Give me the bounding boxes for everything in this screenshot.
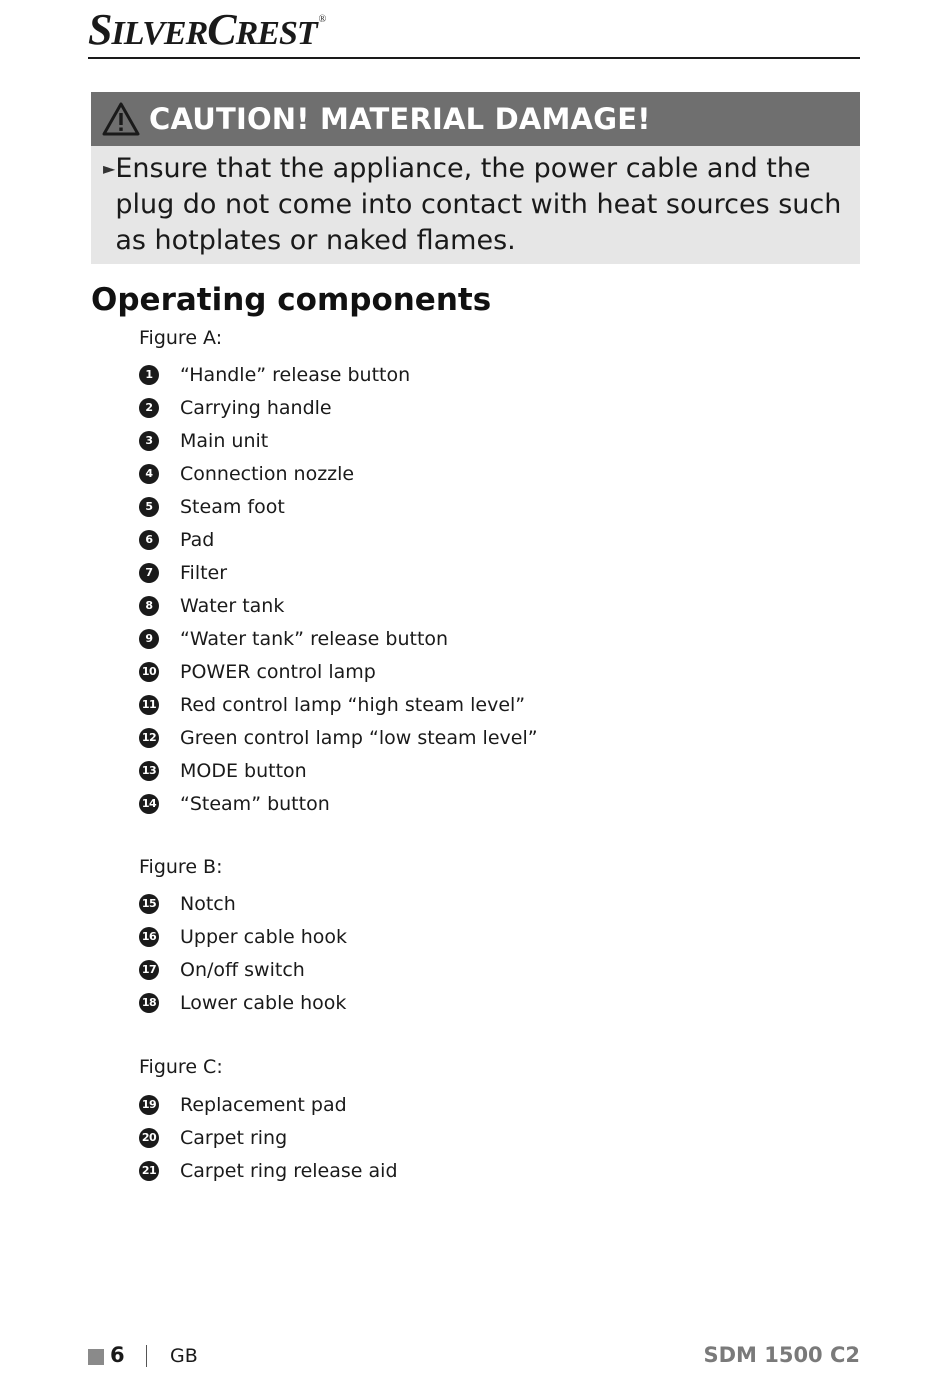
item-number-badge: 17 <box>139 960 159 980</box>
page-footer <box>88 1343 860 1371</box>
item-number-badge: 16 <box>139 927 159 947</box>
item-label: Pad <box>180 528 215 551</box>
item-label: Upper cable hook <box>180 925 348 948</box>
item-label: Filter <box>180 561 228 584</box>
list-item <box>139 688 538 721</box>
list-item <box>139 1121 398 1154</box>
list-item <box>139 523 538 556</box>
registered-mark: ® <box>318 14 326 25</box>
item-label: “Handle” release button <box>180 363 411 386</box>
caution-box <box>91 92 860 264</box>
footer-divider <box>146 1345 147 1367</box>
caution-title: CAUTION! MATERIAL DAMAGE! <box>149 102 651 136</box>
item-label: Red control lamp “high steam level” <box>180 693 526 716</box>
brand-logo: SILVERCREST ® <box>88 5 326 54</box>
figure-c-label: Figure C: <box>139 1056 223 1078</box>
list-item <box>139 754 538 787</box>
list-item <box>139 953 347 986</box>
item-label: Water tank <box>180 594 285 617</box>
item-label: Carpet ring release aid <box>180 1159 398 1182</box>
item-label: Connection nozzle <box>180 462 355 485</box>
figure-a-label: Figure A: <box>139 327 223 349</box>
list-item <box>139 622 538 655</box>
caution-text: Ensure that the appliance, the power cable and the plug do not come into contact with heat sources such as hotplates or naked flames. <box>115 153 842 256</box>
list-item <box>139 655 538 688</box>
figure-b-label: Figure B: <box>139 856 223 878</box>
list-item <box>139 721 538 754</box>
list-item <box>139 490 538 523</box>
item-number-badge: 20 <box>139 1128 159 1148</box>
item-number-badge: 18 <box>139 993 159 1013</box>
section-title: Operating components <box>91 282 492 318</box>
item-number-badge: 11 <box>139 695 159 715</box>
figure-a-list <box>139 358 538 820</box>
language-code: GB <box>170 1345 198 1367</box>
list-item <box>139 920 347 953</box>
page-number: 6 <box>110 1343 125 1367</box>
item-label: Replacement pad <box>180 1093 347 1116</box>
item-number-badge: 21 <box>139 1161 159 1181</box>
item-label: Steam foot <box>180 495 285 518</box>
list-item <box>139 787 538 820</box>
item-label: Lower cable hook <box>180 991 347 1014</box>
item-number-badge: 10 <box>139 662 159 682</box>
list-item <box>139 457 538 490</box>
footer-square-icon <box>88 1349 104 1365</box>
item-label: Main unit <box>180 429 269 452</box>
list-item <box>139 358 538 391</box>
list-item <box>139 589 538 622</box>
item-number-badge: 9 <box>139 629 159 649</box>
item-label: On/off switch <box>180 958 305 981</box>
item-number-badge: 1 <box>139 365 159 385</box>
item-label: MODE button <box>180 759 307 782</box>
item-number-badge: 7 <box>139 563 159 583</box>
item-number-badge: 14 <box>139 794 159 814</box>
item-number-badge: 5 <box>139 497 159 517</box>
item-number-badge: 13 <box>139 761 159 781</box>
caution-header <box>91 92 860 146</box>
list-item <box>139 986 347 1019</box>
model-number: SDM 1500 C2 <box>703 1343 860 1367</box>
list-item <box>139 424 538 457</box>
figure-c-list <box>139 1088 398 1187</box>
list-item <box>139 887 347 920</box>
item-number-badge: 3 <box>139 431 159 451</box>
list-item <box>139 391 538 424</box>
item-number-badge: 6 <box>139 530 159 550</box>
item-number-badge: 12 <box>139 728 159 748</box>
caution-body <box>91 146 860 264</box>
header-rule <box>88 57 860 59</box>
item-label: Carrying handle <box>180 396 332 419</box>
item-number-badge: 8 <box>139 596 159 616</box>
item-number-badge: 2 <box>139 398 159 418</box>
warning-triangle-icon <box>101 101 141 137</box>
list-item <box>139 1154 398 1187</box>
item-number-badge: 4 <box>139 464 159 484</box>
bullet-arrow-icon: ► <box>103 159 116 178</box>
item-number-badge: 19 <box>139 1095 159 1115</box>
list-item <box>139 1088 398 1121</box>
item-label: “Steam” button <box>180 792 330 815</box>
item-label: Notch <box>180 892 236 915</box>
item-label: POWER control lamp <box>180 660 376 683</box>
item-label: Green control lamp “low steam level” <box>180 726 538 749</box>
list-item <box>139 556 538 589</box>
figure-b-list <box>139 887 347 1019</box>
item-label: Carpet ring <box>180 1126 288 1149</box>
item-number-badge: 15 <box>139 894 159 914</box>
item-label: “Water tank” release button <box>180 627 449 650</box>
